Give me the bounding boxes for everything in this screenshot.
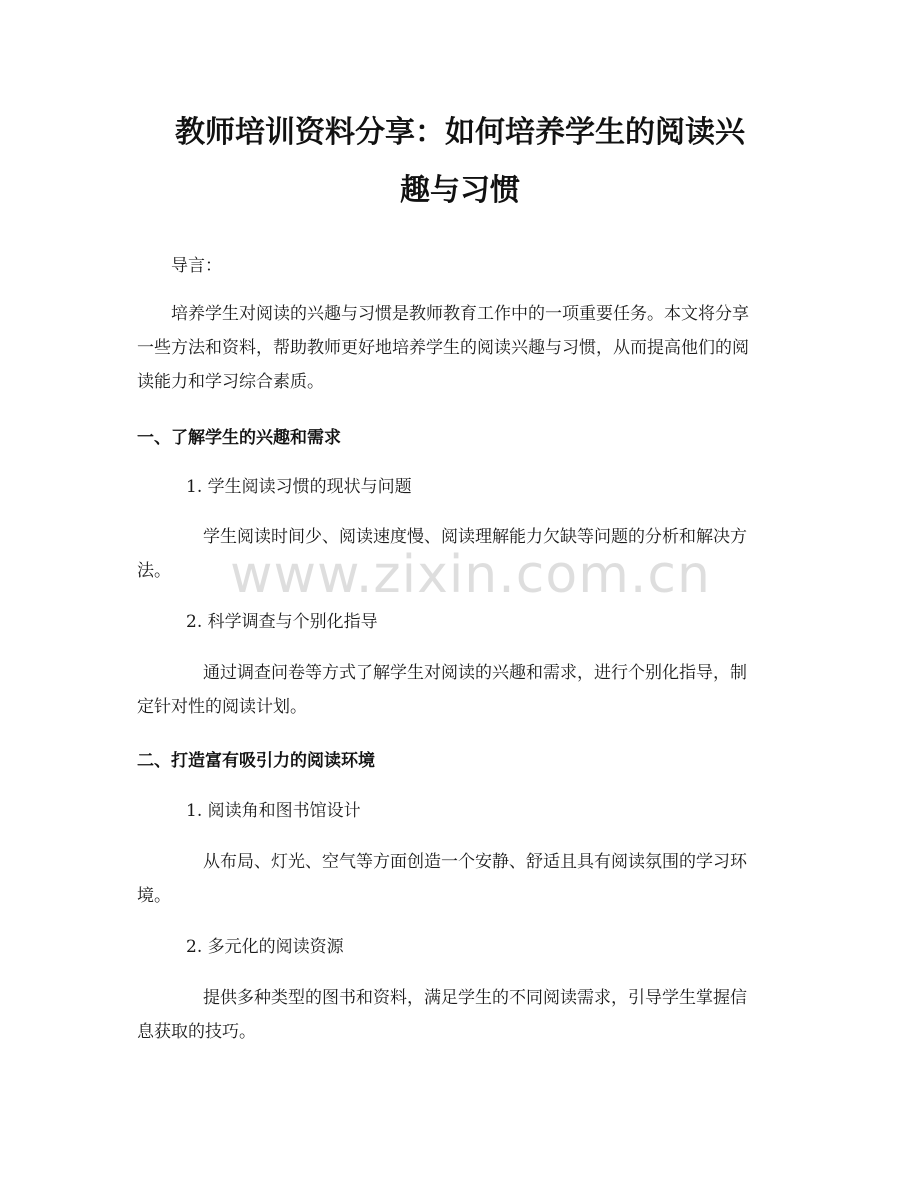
item-body-1-1-line-2: 法。 (137, 561, 171, 581)
section-heading-1: 一、了解学生的兴趣和需求 (137, 428, 341, 448)
title-line-1: 教师培训资料分享：如何培养学生的阅读兴 (175, 115, 745, 150)
intro-label: 导言： (171, 256, 222, 276)
section-heading-2: 二、打造富有吸引力的阅读环境 (137, 751, 375, 771)
title-line-2: 趣与习惯 (400, 173, 520, 208)
item-title-2-2: 2. 多元化的阅读资源 (186, 937, 344, 957)
item-title-1-2: 2. 科学调查与个别化指导 (186, 612, 378, 632)
item-body-1-2-line-1: 通过调查问卷等方式了解学生对阅读的兴趣和需求，进行个别化指导，制 (203, 663, 747, 683)
item-body-2-2-line-2: 息获取的技巧。 (137, 1022, 256, 1042)
item-body-2-2-line-1: 提供多种类型的图书和资料，满足学生的不同阅读需求，引导学生掌握信 (203, 988, 747, 1008)
item-body-1-2-line-2: 定针对性的阅读计划。 (137, 697, 307, 717)
intro-paragraph-line-1: 培养学生对阅读的兴趣与习惯是教师教育工作中的一项重要任务。本文将分享 (171, 304, 749, 324)
item-body-1-1-line-1: 学生阅读时间少、阅读速度慢、阅读理解能力欠缺等问题的分析和解决方 (203, 527, 747, 547)
item-title-1-1: 1. 学生阅读习惯的现状与问题 (186, 477, 412, 497)
document-title (120, 104, 800, 220)
item-body-2-1-line-1: 从布局、灯光、空气等方面创造一个安静、舒适且具有阅读氛围的学习环 (203, 852, 747, 872)
watermark: www.zixin.com.cn (230, 545, 711, 605)
intro-paragraph-line-2: 一些方法和资料，帮助教师更好地培养学生的阅读兴趣与习惯，从而提高他们的阅 (137, 338, 749, 358)
item-title-2-1: 1. 阅读角和图书馆设计 (186, 801, 361, 821)
intro-paragraph-line-3: 读能力和学习综合素质。 (137, 372, 324, 392)
item-body-2-1-line-2: 境。 (137, 886, 171, 906)
